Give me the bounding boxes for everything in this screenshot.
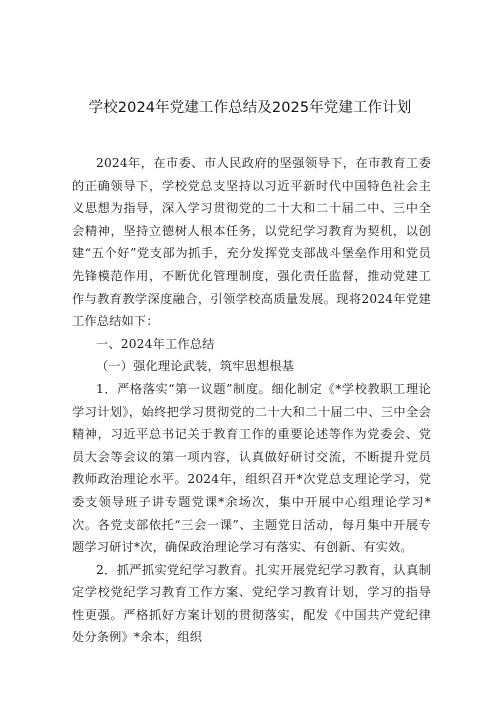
section-heading-1: 一、2024年工作总结	[96, 336, 215, 351]
subsection-heading-1: （一）强化理论武装，筑牢思想根基	[96, 359, 295, 374]
document-title: 学校2024年党建工作总结及2025年党建工作计划	[88, 100, 412, 116]
intro-paragraph: 2024年，在市委、市人民政府的坚强领导下，在市教育工委的正确领导下，学校党总支坚持以习近平新时代中国特色社会主义思想为指导，深入学习贯彻党的二十大和二十届二中、三中全会精神，坚持立德树人根本任务，以党纪学习教育为契机，以创建“五个好”党支部为抓手，充分发挥党支部战斗堡垒作用和党员先锋模范作用，不断优化管理制度，强化责任监督，推动党建工作与教育教学深度融合，引领学校高质量发展。现将2024年党建工作总结如下：	[72, 156, 431, 329]
list-item-1: 1．严格落实“第一议题”制度。细化制定《*学校教职工理论学习计划》，始终把学习贯彻党的二十大和二十届二中、三中全会精神，习近平总书记关于教育工作的重要论述等作为党委会、党员大会等会议的第一项内容，认真做好研讨交流，不断提升党员教师政治理论水平。2024年，组织召开*次党总支理论学习，党委支领导班子讲专题党课*余场次，集中开展中心组理论学习*次。各党支部依托“三会一课”、主题党日活动，每月集中开展专题学习研讨*次，确保政治理论学习有落实、有创新、有实效。	[72, 381, 431, 555]
list-item-2: 2．抓严抓实党纪学习教育。扎实开展党纪学习教育，认真制定学校党纪学习教育工作方案、党纪学习教育计划，学习的指导性更强。严格抓好方案计划的贯彻落实，配发《中国共产党纪律处分条例》*余本，组织	[72, 562, 431, 645]
document-body	[72, 152, 431, 649]
